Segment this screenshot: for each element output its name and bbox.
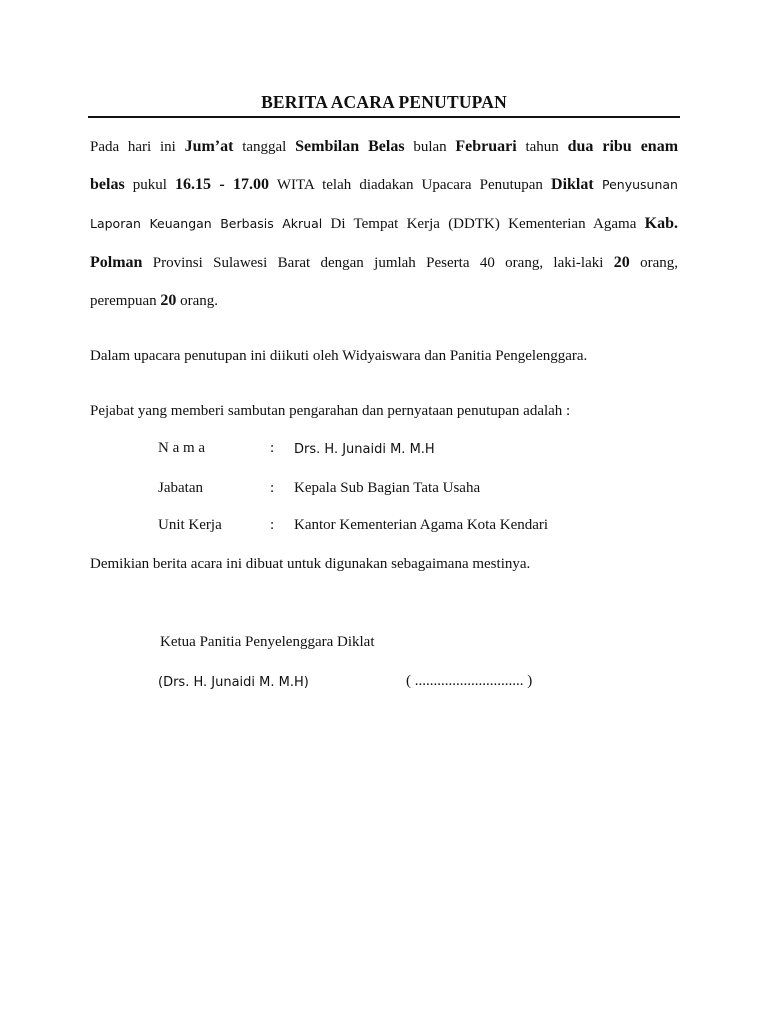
paragraph-line-5: perempuan 20 orang. [90,292,219,309]
field-colon: : [270,440,275,456]
female-count: 20 [160,292,177,309]
signature-blank: ( ............................. ) [406,673,533,689]
male-count: 20 [613,254,630,271]
signature-name: (Drs. H. Junaidi M. M.H) [158,675,309,690]
date-value: Sembilan Belas [295,138,405,155]
field-value-position: Kepala Sub Bagian Tata Usaha [294,480,481,496]
event-value: Diklat [551,176,594,193]
paragraph-line-2: belas pukul 16.15 - 17.00 WITA telah diadakan Upacara Penutupan Diklat Penyusunan [90,176,678,193]
time-value: 16.15 - 17.00 [175,176,270,193]
closing-statement: Demikian berita acara ini dibuat untuk digunakan sebagaimana mestinya. [90,556,531,572]
attendance-paragraph: Dalam upacara penutupan ini diikuti oleh Widyaiswara dan Panitia Pengelenggara. [90,348,588,364]
title-underline [88,116,680,118]
field-colon: : [270,517,275,533]
field-label-position: Jabatan [158,480,203,496]
paragraph-line-4: Polman Provinsi Sulawesi Barat dengan jumlah Peserta 40 orang, laki-laki 20 orang, [90,254,678,271]
month-value: Februari [455,138,517,155]
field-label-name: N a m a [158,440,206,456]
field-label-unit: Unit Kerja [158,517,222,533]
field-value-unit: Kantor Kementerian Agama Kota Kendari [294,517,549,533]
year-value: dua ribu enam [567,138,678,155]
place-value: Polman [90,254,143,271]
field-value-name: Drs. H. Junaidi M. M.H [294,442,435,457]
day-value: Jum’at [184,138,234,155]
document-title: BERITA ACARA PENUTUPAN [261,92,507,112]
paragraph-line-3: Laporan Keuangan Berbasis Akrual Di Tempat Kerja (DDTK) Kementerian Agama Kab. [90,215,678,232]
officials-intro: Pejabat yang memberi sambutan pengarahan dan pernyataan penutupan adalah : [90,403,571,419]
signature-role: Ketua Panitia Penyelenggara Diklat [160,634,375,650]
paragraph-line-1: Pada hari ini Jum’at tanggal Sembilan Belas bulan Februari tahun dua ribu enam [90,138,678,155]
field-colon: : [270,480,275,496]
subject-value: Laporan Keuangan Berbasis Akrual [90,216,323,231]
